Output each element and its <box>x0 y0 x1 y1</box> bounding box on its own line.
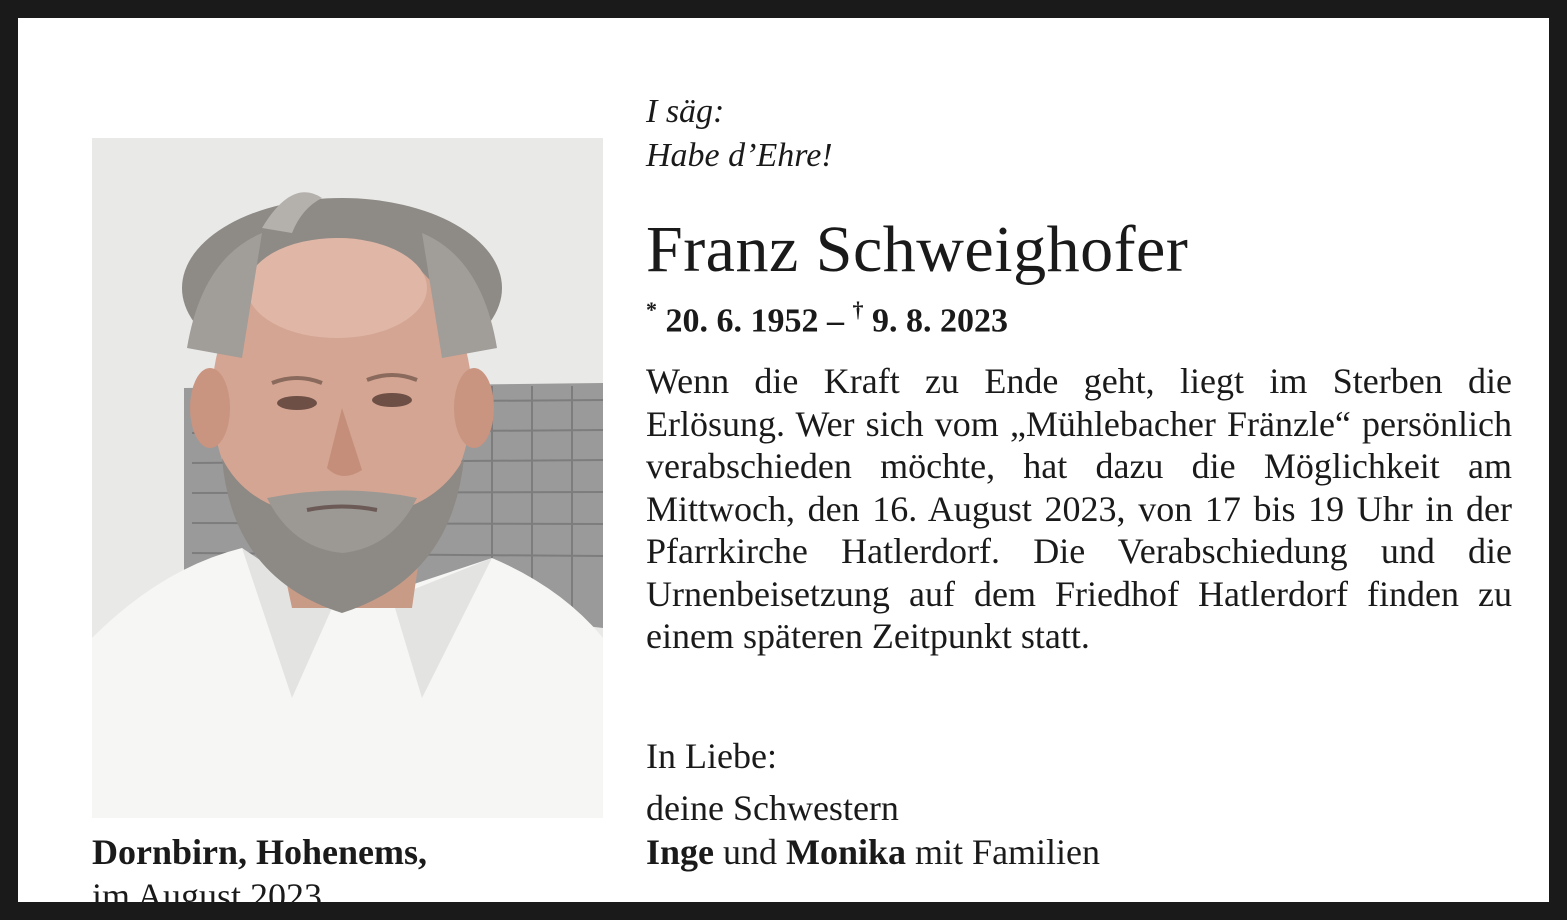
death-symbol: † <box>852 297 864 322</box>
motto-line-1: I säg: <box>646 93 725 130</box>
mourner-name-2: Monika <box>786 832 907 872</box>
place-date <box>92 830 427 918</box>
mourners-line-1: deine Schwestern <box>646 788 899 828</box>
mourners-and: und <box>723 832 778 872</box>
mourners-suffix: mit Familien <box>915 832 1101 872</box>
life-dates <box>646 290 1008 343</box>
deceased-name: Franz Schweighofer <box>646 213 1189 286</box>
motto-line-2: Habe d’Ehre! <box>646 137 833 174</box>
mourner-name-1: Inge <box>646 832 715 872</box>
closing-in-love: In Liebe: <box>646 736 777 776</box>
motto <box>646 90 833 178</box>
birth-symbol: * <box>646 297 657 322</box>
birth-date: 20. 6. 1952 <box>665 302 819 340</box>
portrait-photo <box>92 138 603 818</box>
place-line-1: Dornbirn, Hohenems, <box>92 832 428 872</box>
death-date: 9. 8. 2023 <box>872 302 1008 340</box>
date-separator: – <box>827 302 844 340</box>
mourners <box>646 786 1100 874</box>
place-line-2: im August 2023 <box>92 876 323 916</box>
obituary-text: Wenn die Kraft zu Ende geht, liegt im Sterben die Erlösung. Wer sich vom „Mühlebacher Fränzle“ persönlich verabschieden möchte, hat dazu die Möglichkeit am Mittwoch, den 16. August 2023, von 17 bis 19 Uhr in der Pfarrkirche Hatlerdorf. Die Verabschiedung und die Urnenbeisetzung auf dem Friedhof Hatlerdorf finden zu einem späteren Zeitpunkt statt. <box>646 361 1512 656</box>
mourners-line-2 <box>646 830 1100 874</box>
